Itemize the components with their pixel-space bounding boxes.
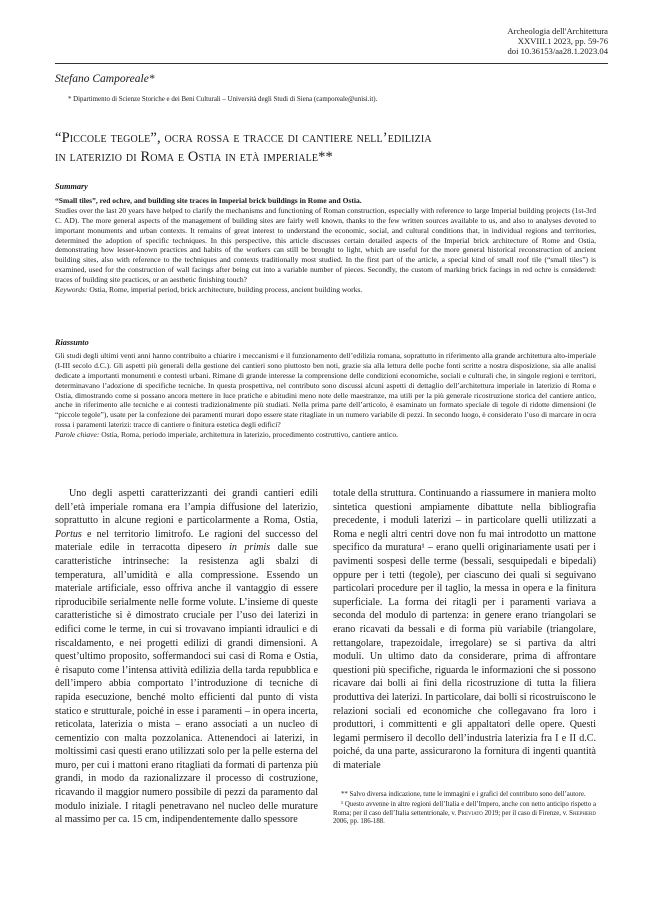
footnote-citation: Shepherd bbox=[569, 809, 597, 817]
journal-doi: doi 10.36153/aa28.1.2023.04 bbox=[507, 46, 608, 57]
body-text: Uno degli aspetti caratterizzanti dei grandi cantieri edili dell’età imperiale romana era l’ampia diffusione del laterizio, soprattutto in alcune regioni e particolarmente a Roma, Ostia, bbox=[55, 488, 318, 527]
footnote-text: 2019; per il caso di Firenze, v. bbox=[482, 809, 570, 817]
article-title-line-1: “Piccole tegole”, ocra rossa e tracce di cantiere nell’edilizia bbox=[55, 130, 432, 146]
body-text: dalle sue caratteristiche intrinseche: la resistenza agli sbalzi di temperatura, all’umidità e alla compressione. Essendo un materiale artificiale, esso offriva anche il vantaggio di essere riproducibile serialmente nelle forme volute. L’insieme di queste caratteristiche si è dimostrato cruciale per l’uso dei laterizi in edifici come le terme, in cui si trovavano impianti idraulici e di riscaldamento, e nei progetti edilizi di grandi dimensioni. A quest’ultimo proposito, soffermandoci sui casi di Roma e Ostia, è risaputo come l’intensa attività edilizia della tarda repubblica e dell’impero abbia comportato l’introduzione di tecniche di rapida esecuzione, benché molto efficienti dal punto di vista statico e strutturale, poiché in esse i paramenti – in opera incerta, reticolata, laterizia o mista – erano associati a un nucleo di cementizio con malta pozzolanica. Attenendoci ai laterizi, in moltissimi casi questi erano utilizzati solo per la pelle esterna del muro, per cui i mattoni erano ritagliati da formati di partenza più grandi, in modo da razionalizzare il processo di costruzione, ricavando il maggior numero possibile di pezzi da paramento dal modulo iniziale. I ritagli penetravano nel nucleo delle murature al massimo per ca. 15 cm, indipendentemente dallo spessore bbox=[55, 542, 318, 826]
body-text: e nel territorio limitrofo. Le ragioni del successo del materiale edile in terracotta dipesero bbox=[55, 528, 318, 554]
summary-text: Studies over the last 20 years have helped to clarify the mechanisms and functioning of Roman construction, especially with reference to large Imperial building projects (1st-3rd C. AD). The more general aspects of the management of building sites are fairly well known, thanks to the few written sources available to us, and also to analyses devoted to important monuments and urban contexts. It remains of great interest to understand the economic, social, and cultural conditions that, in individual regions and territories, determined the adoption of specific techniques. In this perspective, this article discusses certain detailed aspects of the Imperial brick architecture of Rome and Ostia, demonstrating how lesser-known practices and habits of the workers can still be brought to light, which are useful for the more general historical reconstruction of ancient building sites, also with reference to the techniques and contexts traditionally most studied. In the first part of the article, a special kind of small roof tile (“small tiles”) is examined, used for the construction of wall facings after being cut into a variable number of pieces. Secondly, the custom of marking brick facings in red ochre is considered: traces of building site practices, or an aesthetic finishing touch? bbox=[55, 205, 596, 284]
body-paragraph bbox=[55, 487, 318, 827]
author-name: Stefano Camporeale* bbox=[55, 73, 155, 85]
summary-keywords-label: Keywords: bbox=[55, 284, 88, 294]
footnote-text: 2006, pp. 186-188. bbox=[333, 818, 385, 826]
riassunto-block bbox=[55, 351, 596, 440]
riassunto-keywords-label: Parole chiave: bbox=[55, 430, 100, 439]
footnote-star: ** Salvo diversa indicazione, tutte le immagini e i grafici del contributo sono dell’autore. bbox=[341, 791, 586, 798]
summary-keywords-text: Ostia, Rome, imperial period, brick architecture, building process, ancient building works. bbox=[89, 284, 363, 294]
body-text-italic: Portus bbox=[55, 528, 82, 540]
body-paragraph: totale della struttura. Continuando a riassumere in maniera molto sintetica questioni ampiamente dibattute nella bibliografia precedente, i moduli laterizi – in particolare quelli utilizzati a Roma e negli altri centri dove non fu mai introdotto un mattone specifico da muratura¹ – erano quelli originariamente usati per i pavimenti sospesi delle terme (bessali, sesquipedali e bipedali) oppure per i tetti (tegole), per ciascuno dei quali si seguivano particolari procedure per il taglio, la messa in opera e la finitura superficiale. La forma dei ritagli per i paramenti variava a seconda del modulo di partenza: in genere erano triangolari se erano ricavati da bessali e di forma più variabile (triangolare, rettangolare, trapezoidale, irregolare) se si partiva da altri moduli. Un ultimo dato da considerare, prima di affrontare questioni più specifiche, riguarda le informazioni che si possono ricavare dai bolli ai fini della ricostruzione di tutta la filiera produttiva dei laterizi. In particolare, dai bolli si ricostruiscono le relazioni sociali ed economiche che collegavano fra loro i produttori, i committenti e gli appaltatori delle opere. Questi legami permisero il decollo dell’industria laterizia fra I e II d.C. poiché, da una parte, assicurarono la fornitura di ingenti quantità di materiale bbox=[333, 488, 596, 771]
body-column-left bbox=[55, 487, 318, 827]
footnote-citation: Previato bbox=[457, 809, 483, 817]
riassunto-keywords bbox=[55, 430, 596, 440]
summary-block bbox=[55, 196, 596, 295]
summary-subtitle: “Small tiles”, red ochre, and building site traces in Imperial brick buildings in Rome and Ostia. bbox=[55, 196, 362, 205]
summary-keywords bbox=[55, 285, 596, 295]
riassunto-heading: Riassunto bbox=[55, 338, 89, 347]
riassunto-keywords-text: Ostia, Roma, periodo imperiale, architettura in laterizio, procedimento costruttivo, cantiere antico. bbox=[101, 430, 398, 439]
author-affiliation: * Dipartimento di Scienze Storiche e dei Beni Culturali – Università degli Studi di Siena (camporeale@unisi.it). bbox=[68, 96, 378, 103]
footnotes bbox=[333, 791, 596, 829]
article-title-line-2: in laterizio di Roma e Ostia in età imperiale** bbox=[55, 148, 333, 165]
riassunto-text: Gli studi degli ultimi venti anni hanno contribuito a chiarire i meccanismi e il funzionamento dell’edilizia romana, soprattutto in riferimento alla grande architettura alto-imperiale (I-III secolo d.C.). Gli aspetti più generali della gestione dei cantieri sono piuttosto ben noti, grazie sia alla lettura delle poche fonti scritte a nostra disposizione, sia alle analisi dedicate a importanti monumenti e contesti urbani. Rimane di grande interesse la comprensione delle condizioni economiche, sociali e culturali che, in singole regioni e territori, determinavano l’adozione di specifiche tecniche. In questa prospettiva, nel contributo sono discussi alcuni aspetti di dettaglio dell’architettura imperiale in laterizio di Roma e Ostia, dimostrando come si possano ancora mettere in luce pratiche e abitudini meno note delle maestranze, ma utili per la più generale ricostruzione storica del cantiere antico, anche in riferimento alle tecniche e ai contesti tradizionalmente più studiati. Nella prima parte dell’articolo, è esaminato un formato speciale di tegole di ridotte dimensioni (le “piccole tegole”), usate per la confezione dei paramenti murari dopo essere state ritagliate in un numero variabile di pezzi. In secondo luogo, è considerato l’uso di marcare in ocra rossa i paramenti laterizi: tracce di cantiere o finitura estetica degli edifici? bbox=[55, 351, 596, 430]
journal-name: Archeologia dell'Architettura bbox=[507, 26, 608, 36]
footnote-text: ¹ Questo avvenne in altre regioni dell’Italia e dell’Impero, anche con netto anticipo rispetto a Roma; per il caso dell’Italia settentrionale, v. bbox=[333, 801, 596, 817]
summary-heading: Summary bbox=[55, 182, 88, 191]
journal-header bbox=[507, 26, 608, 57]
body-column-right bbox=[333, 487, 596, 772]
body-text-italic: in primis bbox=[229, 542, 271, 554]
article-title bbox=[55, 129, 615, 166]
footnote-1 bbox=[333, 801, 596, 826]
header-rule bbox=[55, 63, 608, 64]
journal-volume: XXVIII.1 2023, pp. 59-76 bbox=[517, 36, 608, 47]
